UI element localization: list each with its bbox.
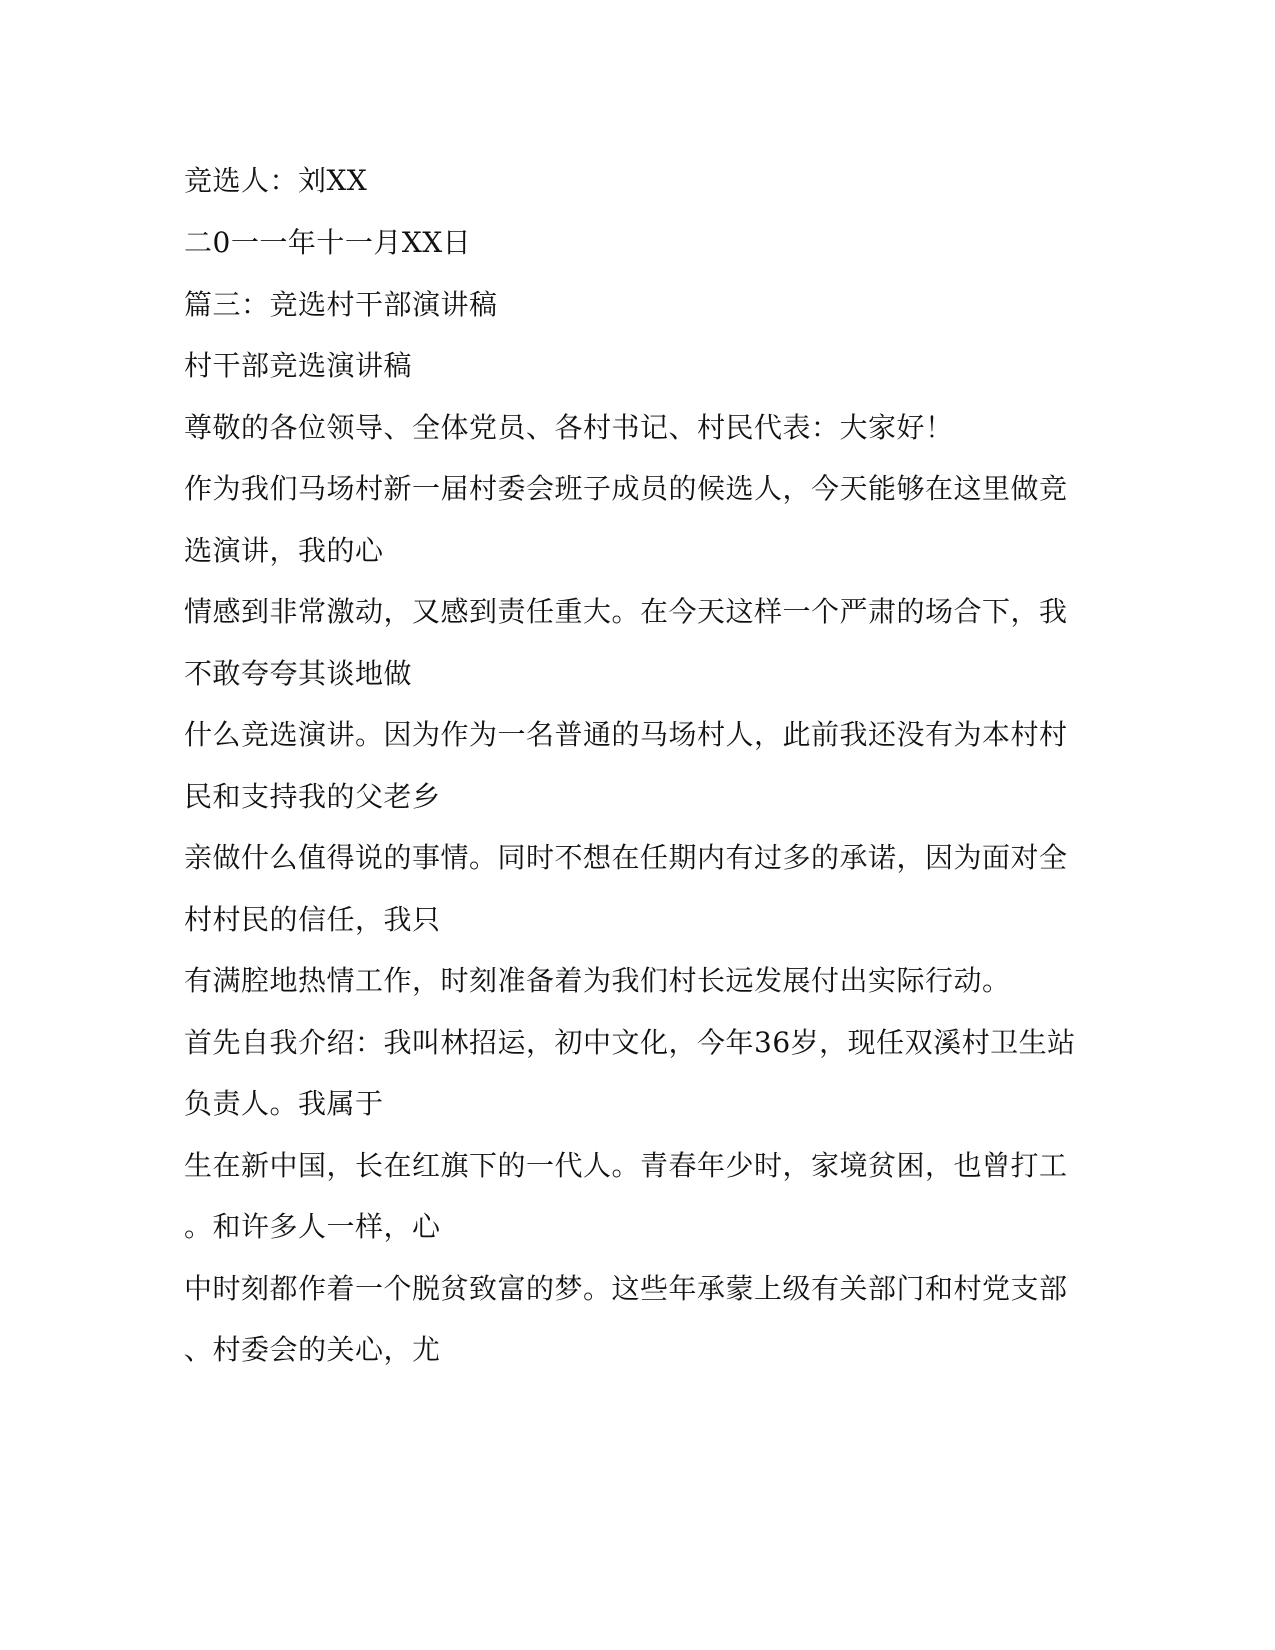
- body-text-line: 作为我们马场村新一届村委会班子成员的候选人，今天能够在这里做竞: [184, 472, 1068, 505]
- body-text-line: 不敢夸夸其谈地做: [184, 657, 413, 690]
- date-line: 二0一一年十一月XX日: [184, 226, 472, 259]
- body-text-line: 什么竞选演讲。因为作为一名普通的马场村人，此前我还没有为本村村: [184, 718, 1068, 751]
- body-text-line: 民和支持我的父老乡: [184, 780, 441, 813]
- body-text-line: 中时刻都作着一个脱贫致富的梦。这些年承蒙上级有关部门和村党支部: [184, 1272, 1068, 1305]
- section-heading: 篇三：竞选村干部演讲稿: [184, 288, 498, 321]
- body-text-line: 生在新中国，长在红旗下的一代人。青春年少时，家境贫困，也曾打工: [184, 1149, 1068, 1182]
- body-text-line: 村村民的信任，我只: [184, 903, 441, 936]
- salutation-line: 尊敬的各位领导、全体党员、各村书记、村民代表：大家好！: [184, 411, 954, 444]
- body-text-line: 情感到非常激动，又感到责任重大。在今天这样一个严肃的场合下，我: [184, 595, 1068, 628]
- body-text-line: 。和许多人一样，心: [184, 1210, 441, 1243]
- body-text-line: 首先自我介绍：我叫林招运，初中文化，今年36岁，现任双溪村卫生站: [184, 1026, 1076, 1059]
- body-text-line: 、村委会的关心，尤: [184, 1333, 441, 1366]
- candidate-line: 竞选人：刘XX: [184, 164, 368, 197]
- body-text-line: 亲做什么值得说的事情。同时不想在任期内有过多的承诺，因为面对全: [184, 841, 1068, 874]
- body-text-line: 选演讲，我的心: [184, 534, 384, 567]
- speech-title: 村干部竞选演讲稿: [184, 349, 413, 382]
- body-text-line: 负责人。我属于: [184, 1087, 384, 1120]
- body-text-line: 有满腔地热情工作，时刻准备着为我们村长远发展付出实际行动。: [184, 964, 1011, 997]
